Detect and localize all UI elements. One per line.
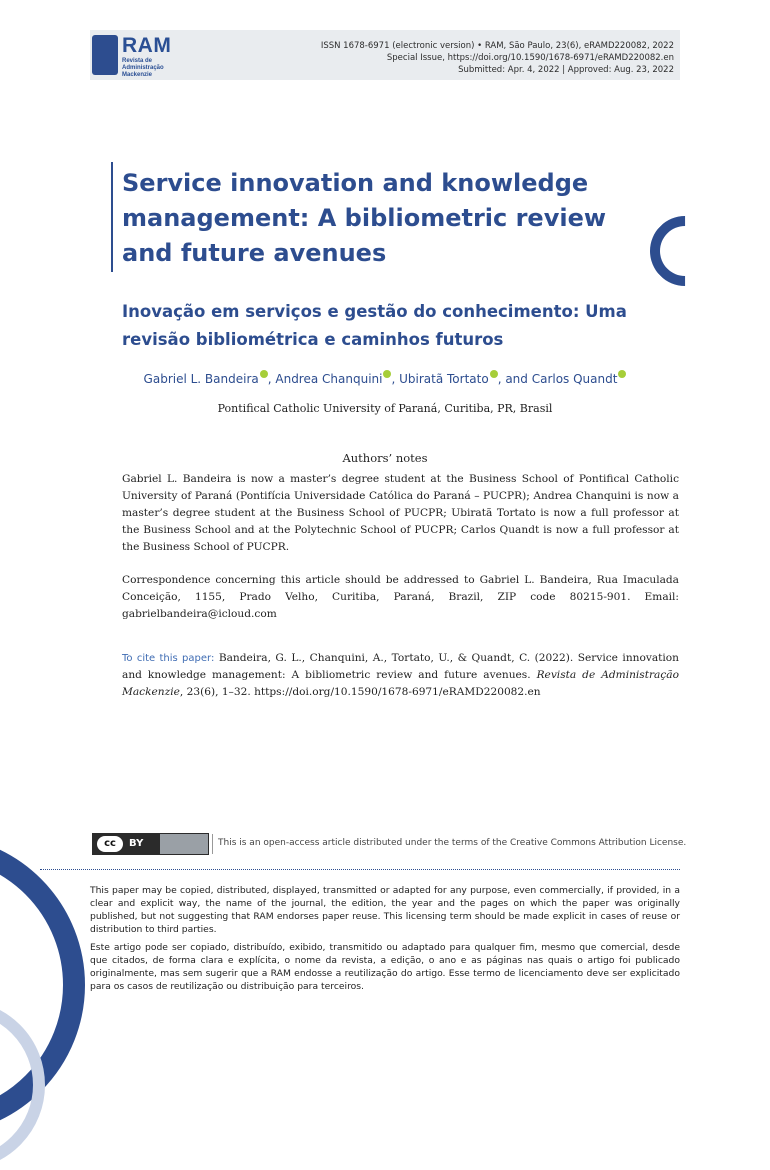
cc-badge-right-panel <box>160 834 208 854</box>
citation-text: Bandeira, G. L., Chanquini, A., Tortato, U., & Quandt, C. (2022). Service innovation and knowledge management: A bibliometric review and future avenues. <box>122 652 679 681</box>
reuse-terms-en: This paper may be copied, distributed, displayed, transmitted or adapted for any purpose, even commercially, if provided, in a clear and explicit way, the name of the journal, the edition, the year and the pages on which the paper was originally published, but not suggesting that RAM endorses paper reuse. This licensing term should be made explicit in cases of reuse or distribution to third parties. <box>90 885 680 935</box>
paper-title-en: Service innovation and knowledge management: A bibliometric review and future avenues <box>122 169 607 267</box>
affiliation: Pontifical Catholic University of Paraná, Curitiba, PR, Brasil <box>217 402 553 415</box>
by-icon: BY <box>129 838 144 849</box>
title-accent-bar <box>111 162 113 272</box>
author-name: , and Carlos Quandt <box>497 372 618 386</box>
author-name: , Ubiratã Tortato <box>391 372 489 386</box>
logo-subtitle: Revista de Administração Mackenzie <box>122 58 164 78</box>
journal-logo <box>92 32 178 78</box>
authors-notes-paragraph: Gabriel L. Bandeira is now a master’s degree student at the Business School of Pontifical Catholic University of Paraná (Pontifícia Universidade Católica do Paraná – PUCPR); Andrea Chanquini is now a master’s degree student at the Business School of PUCPR; Ubiratã Tortato is now a full professor at the Business School and at the Polytechnic School of PUCPR; Carlos Quandt is now a full professor at the Business School of PUCPR. <box>122 473 679 553</box>
footer-divider <box>40 869 680 870</box>
authors-notes-heading: Authors’ notes <box>342 451 428 465</box>
orcid-icon[interactable] <box>490 370 498 378</box>
citation-block <box>122 650 679 701</box>
header-doi-line[interactable]: Special Issue, https://doi.org/10.1590/1678-6971/eRAMD220082.en <box>386 53 674 63</box>
correspondence-paragraph: Correspondence concerning this article should be addressed to Gabriel L. Bandeira, Rua Imaculada Conceição, 1155, Prado Velho, Curitiba, Paraná, Brazil, ZIP code 80215-901. Email: gabrielbandeira@icloud.com <box>122 574 679 620</box>
orcid-icon[interactable] <box>260 370 268 378</box>
license-text: This is an open-access article distributed under the terms of the Creative Commons Attribution License. <box>218 838 687 848</box>
header-info <box>321 40 674 76</box>
orcid-icon[interactable] <box>618 370 626 378</box>
author-name: Gabriel L. Bandeira <box>143 372 259 386</box>
logo-text: RAM <box>122 34 172 57</box>
citation-journal: Revista de Administração Mackenzie <box>122 669 679 698</box>
logo-mark-icon <box>92 35 118 75</box>
author-list <box>0 370 770 386</box>
header-dates-line: Submitted: Apr. 4, 2022 | Approved: Aug. 23, 2022 <box>458 65 674 75</box>
citation-doi[interactable]: , 23(6), 1–32. https://doi.org/10.1590/1678-6971/eRAMD220082.en <box>179 686 541 698</box>
paper-title-pt: Inovação em serviços e gestão do conhecimento: Uma revisão bibliométrica e caminhos futuros <box>122 302 627 349</box>
author-name: , Andrea Chanquini <box>267 372 383 386</box>
cc-icon: cc <box>97 836 123 852</box>
license-divider <box>212 834 213 854</box>
cc-by-badge[interactable] <box>92 833 209 855</box>
title-arc-decoration <box>636 202 735 301</box>
reuse-terms-pt: Este artigo pode ser copiado, distribuído, exibido, transmitido ou adaptado para qualquer fim, mesmo que comercial, desde que citados, de forma clara e explícita, o nome da revista, a edição, o ano e as páginas nas quais o artigo foi publicado originalmente, mas sem sugerir que a RAM endosse a reutilização do artigo. Esse termo de licenciamento deve ser explicitado para os casos de reutilização ou distribuição para terceiros. <box>90 942 680 992</box>
citation-label: To cite this paper: <box>122 653 215 664</box>
header-issn-line: ISSN 1678-6971 (electronic version) • RAM, São Paulo, 23(6), eRAMD220082, 2022 <box>320 41 674 51</box>
